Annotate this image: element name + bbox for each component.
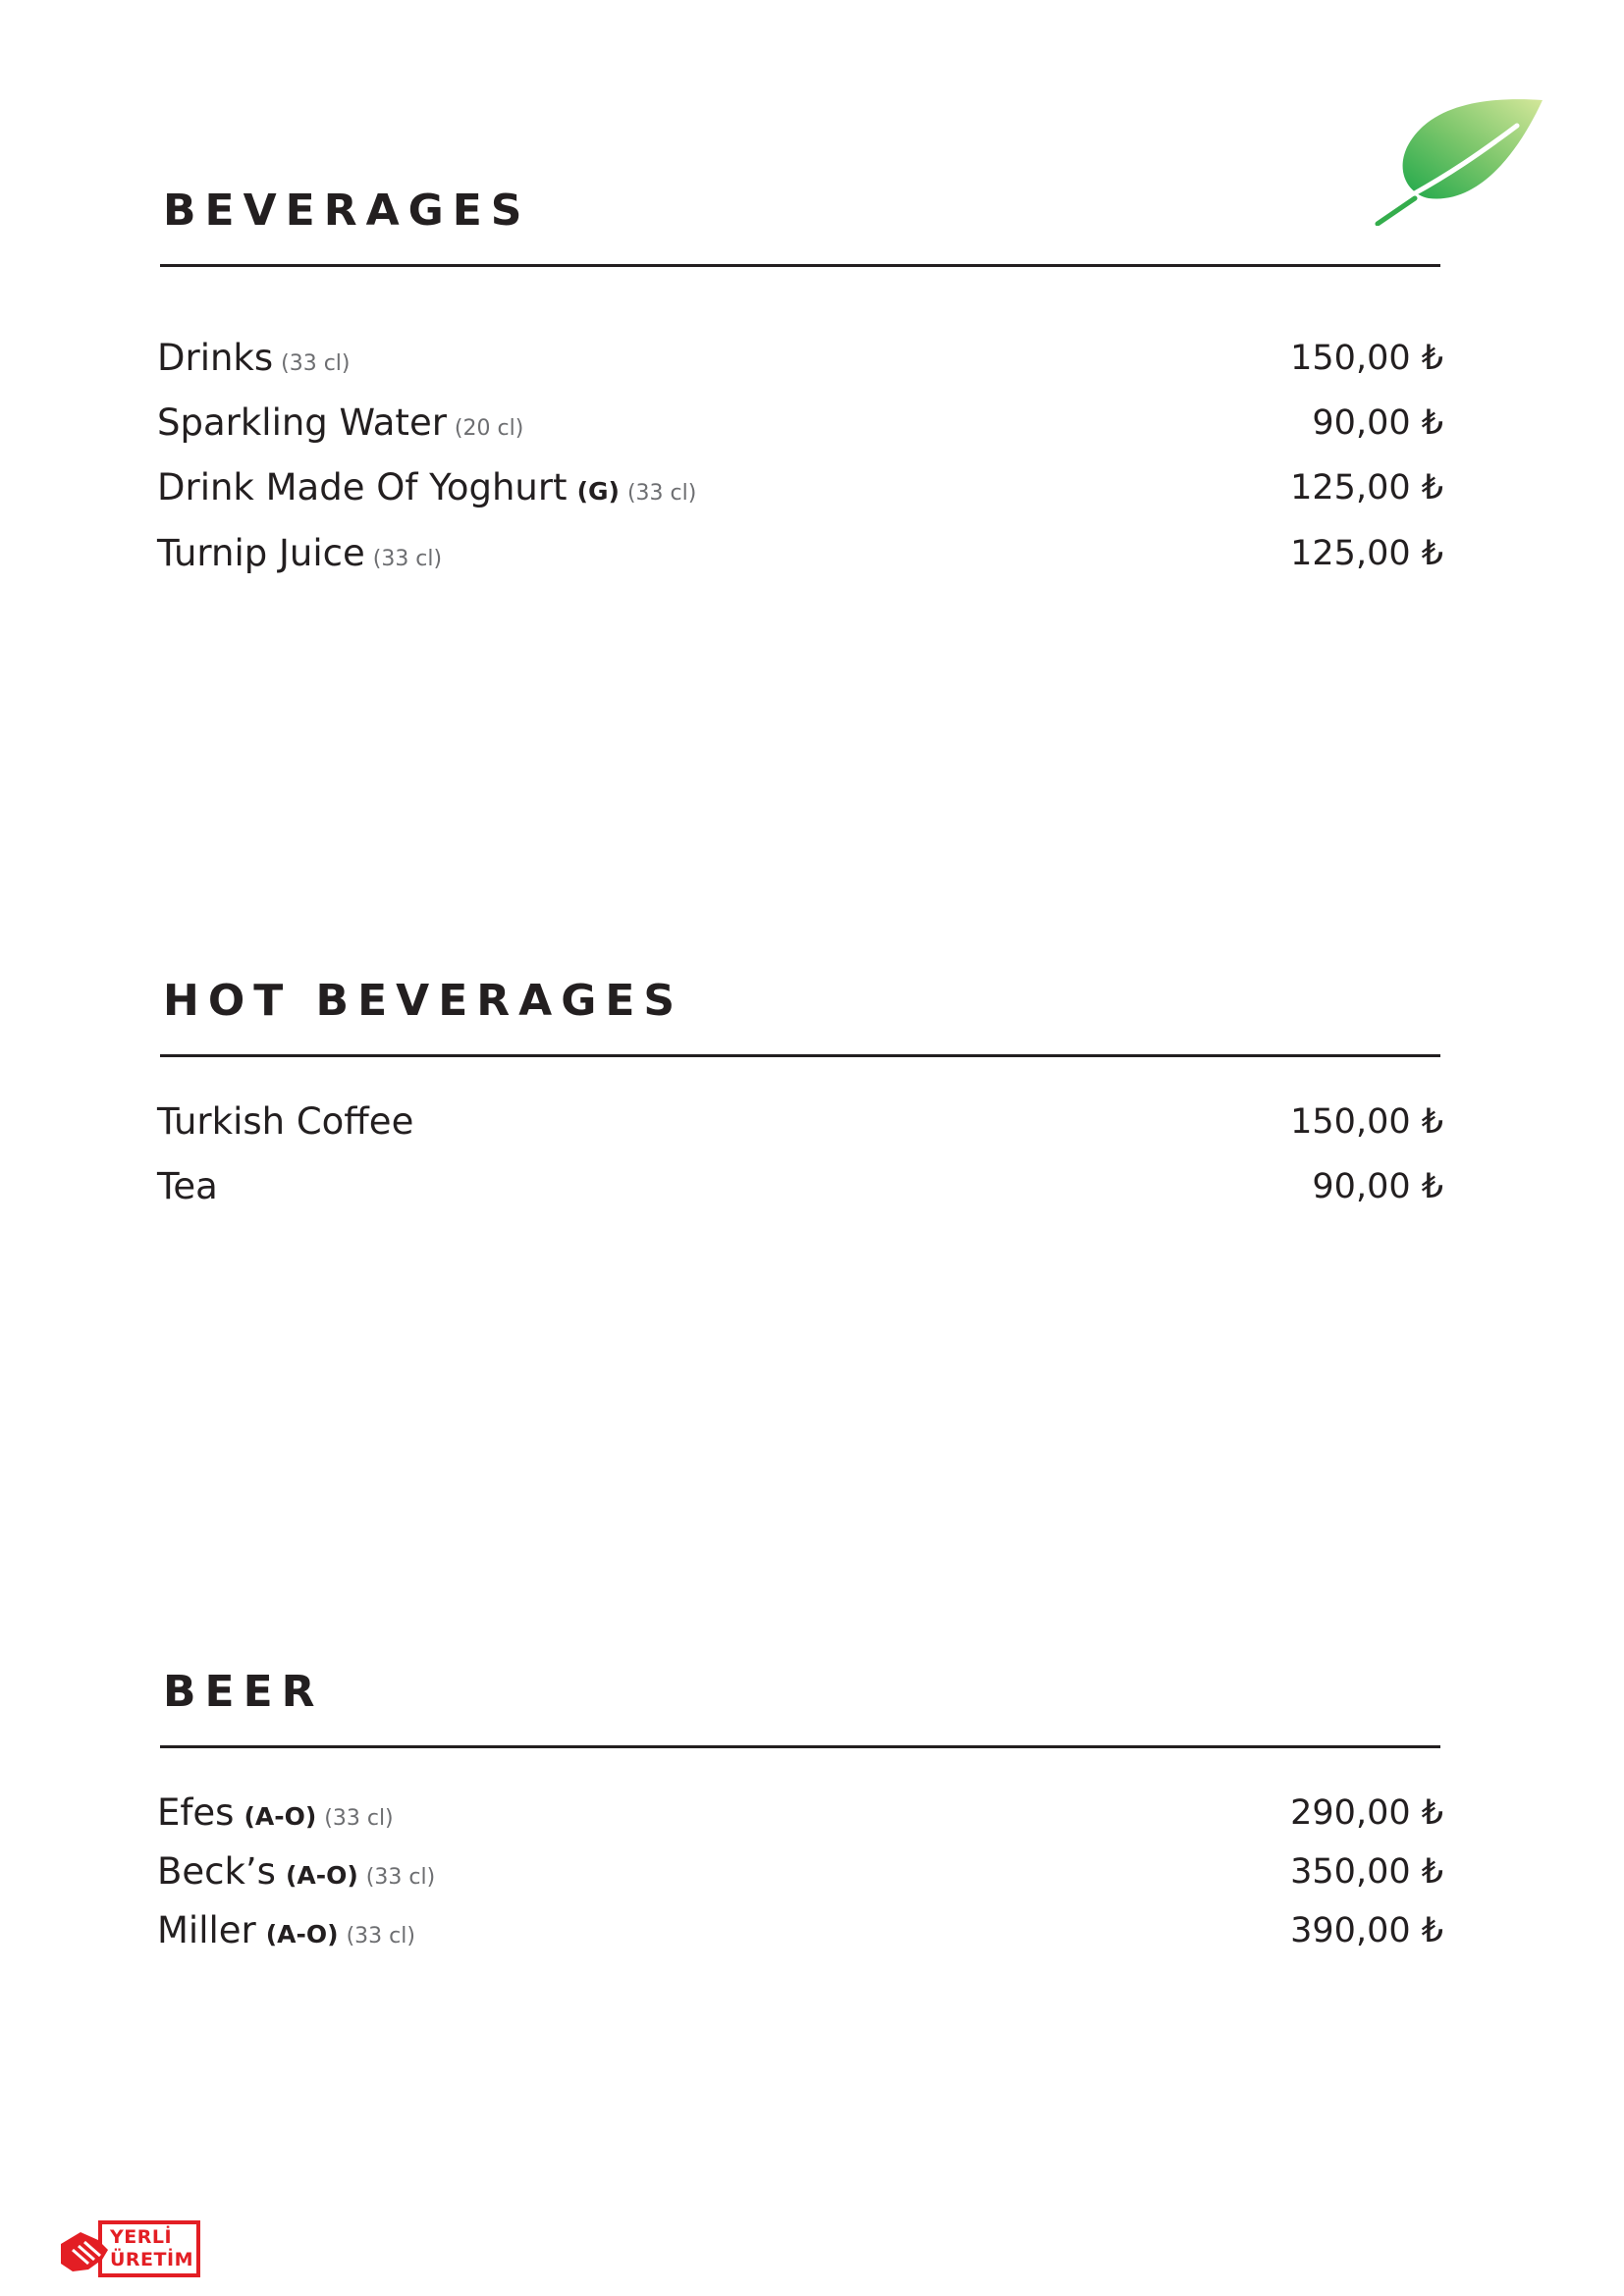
item-name: Turnip Juice [157, 532, 365, 574]
menu-item [157, 334, 1443, 383]
item-size: (33 cl) [626, 481, 697, 506]
item-size: (33 cl) [346, 1924, 415, 1949]
item-name: Sparkling Water [157, 401, 447, 444]
item-price: 90,00 ₺ [1312, 1167, 1443, 1206]
item-price: 150,00 ₺ [1290, 339, 1443, 378]
menu-item [157, 463, 1443, 512]
item-price: 125,00 ₺ [1290, 534, 1443, 573]
item-price: 150,00 ₺ [1290, 1102, 1443, 1142]
logo-line-1: YERLİ [110, 2226, 173, 2248]
section-title: BEER [163, 1667, 324, 1717]
item-name: Turkish Coffee [157, 1100, 414, 1143]
menu-item [157, 1906, 1443, 1955]
menu-item [157, 1847, 1443, 1896]
section-title: BEVERAGES [163, 186, 531, 236]
section-title: HOT BEVERAGES [163, 976, 684, 1026]
item-size: (33 cl) [281, 351, 351, 376]
item-size: (33 cl) [365, 1865, 436, 1890]
item-allergen-tag: (A-O) [265, 1920, 339, 1949]
section-divider [160, 1745, 1440, 1748]
section-divider [160, 1054, 1440, 1057]
menu-item [157, 529, 1443, 578]
logo-line-2: ÜRETİM [110, 2249, 193, 2270]
menu-item [157, 399, 1443, 448]
item-name: Beck’s [157, 1850, 276, 1893]
item-size: (33 cl) [372, 547, 443, 571]
item-price: 290,00 ₺ [1290, 1793, 1443, 1833]
menu-item [157, 1097, 1443, 1147]
item-name: Tea [157, 1165, 218, 1207]
item-size: (33 cl) [324, 1806, 394, 1831]
item-price: 90,00 ₺ [1312, 403, 1443, 443]
menu-item [157, 1162, 1443, 1211]
yerli-uretim-logo [59, 2220, 200, 2277]
item-price: 125,00 ₺ [1290, 468, 1443, 507]
section-divider [160, 264, 1440, 267]
item-name: Drink Made Of Yoghurt [157, 466, 568, 508]
item-name: Drinks [157, 337, 274, 379]
item-price: 350,00 ₺ [1290, 1852, 1443, 1892]
item-size: (20 cl) [454, 416, 524, 441]
item-allergen-tag: (G) [576, 477, 620, 506]
item-name: Efes [157, 1791, 235, 1834]
item-price: 390,00 ₺ [1290, 1911, 1443, 1950]
item-allergen-tag: (A-O) [285, 1861, 358, 1890]
item-name: Miller [157, 1909, 256, 1951]
item-allergen-tag: (A-O) [244, 1802, 317, 1831]
leaf-icon [1370, 96, 1548, 226]
menu-item [157, 1789, 1443, 1838]
